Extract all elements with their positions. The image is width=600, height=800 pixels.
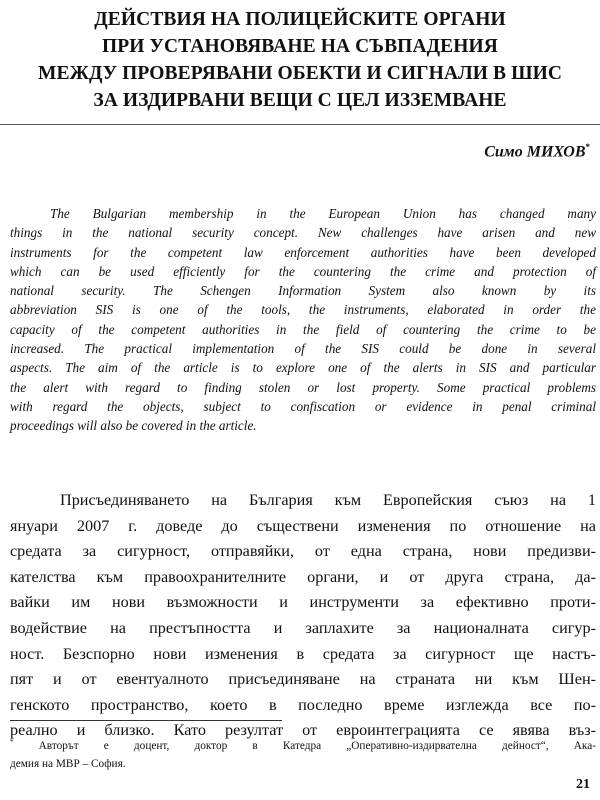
abstract-line: increased. The practical implementation of the SIS could be done in several [10,341,596,357]
footnote-line [10,733,596,755]
body-line: вайки им нови възможности и инструменти за ефективно проти- [10,593,596,612]
body-line: средата за сигурност, отправяйки, от една страна, нови предизви- [10,542,596,561]
footnote-mark: * [10,738,14,746]
body-line: генското пространство, което в последно време изглежда все по- [10,695,596,714]
abstract-line: the alert with regard to finding stolen or lost property. Some practical problems [10,379,596,395]
body-line: пят и от евентуалното присъединяване на страната ни към Шен- [10,670,596,689]
body-line: януари 2007 г. доведе до съществени изменения по отношение на [10,516,596,535]
abstract-line: capacity of the competent authorities in the field of countering the crime to be [10,321,596,337]
body-line: ност. Безспорно нови изменения в средата за сигурност ще настъ- [10,644,596,663]
abstract-line: which can be used efficiently for the countering the crime and protection of [10,263,596,279]
body-line: водействие на престъпността и заплахите за националната сигур- [10,618,596,637]
page-number: 21 [576,777,590,792]
author-byline [484,137,590,162]
footnote-line: демия на МВР – София. [10,757,126,770]
footnote [10,733,596,773]
title-line-2: ПРИ УСТАНОВЯВАНЕ НА СЪВПАДЕНИЯ [102,36,498,57]
abstract-line: proceedings will also be covered in the article. [10,418,257,434]
article-title [20,6,580,114]
title-line-1: ДЕЙСТВИЯ НА ПОЛИЦЕЙСКИТЕ ОРГАНИ [94,9,506,30]
abstract-line: The Bulgarian membership in the European Union has changed many [50,206,596,221]
abstract-line: abbreviation SIS is one of the tools, the instruments, elaborated in order the [10,302,596,318]
abstract-line: national security. The Schengen Information System also known by its [10,283,596,299]
abstract-line: aspects. The aim of the article is to explore one of the alerts in SIS and particular [10,360,596,376]
author-footnote-mark: * [585,142,590,152]
abstract-line: instruments for the competent law enforcement authorities have been developed [10,244,596,260]
title-line-3: МЕЖДУ ПРОВЕРЯВАНИ ОБЕКТИ И СИГНАЛИ В ШИС [37,63,563,84]
body-line: Присъединяването на България към Европейския съюз на 1 [60,491,596,509]
body-paragraph [10,488,596,744]
body-line: кателства към правоохранителните органи, и от друга страна, да- [10,567,596,586]
footnote-separator [10,720,282,721]
abstract-line: with regard the objects, subject to confiscation or evidence in penal criminal [10,398,596,414]
abstract [10,204,596,436]
body-line: реално и близко. Като резултат от евроинтеграцията се явява въз- [10,721,596,740]
footnote-text: Авторът е доцент, доктор в Катедра „Оперативно-издирвателна дейност“, Ака- [13,739,596,752]
title-divider [0,124,600,125]
author-name: Симо МИХОВ [484,143,586,161]
title-line-4: ЗА ИЗДИРВАНИ ВЕЩИ С ЦЕЛ ИЗЗЕМВАНЕ [93,90,507,111]
abstract-line: things in the national security concept. New challenges have arisen and new [10,225,596,241]
